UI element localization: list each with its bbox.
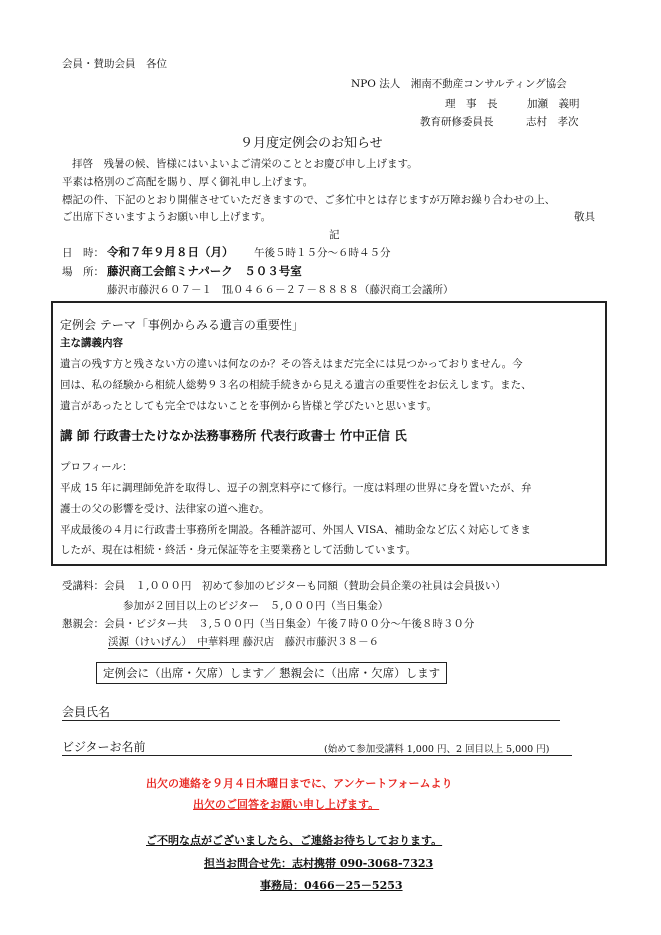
greeting-line: 拝啓 残暑の候、皆様にはいよいよご清栄のこととお慶び申し上げます。: [72, 158, 418, 170]
profile-heading: プロフィール：: [60, 461, 133, 473]
deadline-notice: 出欠の連絡を９月４日木曜日までに、アンケートフォームより: [146, 777, 453, 790]
venue-address: 藤沢市藤沢６０７－１ ℡０４６６－２７－８８８８（藤沢商工会議所）: [107, 284, 454, 296]
contact-phone: 担当お問合せ先：志村携帯 090-3068-7323: [204, 857, 434, 870]
deadline-notice: 出欠のご回答をお願い申し上げます。: [193, 798, 380, 811]
attendance-form-box[interactable]: [96, 662, 447, 684]
committee-name: 志村 孝次: [526, 116, 579, 128]
visitor-name-label: ビジターお名前: [62, 740, 146, 754]
visitor-name-field[interactable]: [62, 755, 572, 756]
lecture-line: 遺言の残す方と残さない方の違いは何なのか？その答えはまだ完全には見つかっておりません。今: [60, 358, 523, 370]
profile-line: したが、現在は相続・終活・身元保証等を主要業務として活動しています。: [60, 544, 417, 556]
lecture-line: 遺言があったとしても完全ではないことを事例から皆様と学びたいと思います。: [60, 400, 438, 412]
party-line: 懇親会：会員・ビジター共 ３,５００円（当日集金）午後７時００分～午後８時３０分: [62, 618, 475, 630]
office-phone: 事務局：0466－25－5253: [260, 879, 403, 892]
venue: 藤沢商工会館ミナパーク ５０３号室: [107, 264, 302, 278]
profile-line: 平成 15 年に調理師免許を取得し、逗子の割烹料亭にて修行。一度は料理の世界に身を置いたが、弁: [60, 482, 532, 494]
chair-title: 理 事 長: [445, 98, 498, 110]
lecture-line: 回は、私の経験から相続人総勢９３名の相続手続きから見える遺言の重要性をお伝えします。また、: [60, 379, 532, 391]
theme-title: 定例会 テーマ「事例からみる遺言の重要性」: [60, 318, 304, 332]
visitor-fee-note: (始めて参加受講料 1,000 円、2 回目以上 5,000 円): [324, 744, 550, 755]
event-date: 令和７年９月８日（月）: [107, 245, 234, 259]
fee-line: 参加が２回目以上のビジター ５,０００円（当日集金）: [123, 600, 389, 612]
closing-keigu: 敬具: [574, 211, 595, 223]
party-venue: 渓源（けいげん） 中華料理 藤沢店 藤沢市藤沢３８－６: [108, 636, 380, 648]
lecture-heading: 主な講義内容: [60, 337, 123, 349]
ki-marker: 記: [329, 229, 340, 241]
greeting-line: 標記の件、下記のとおり開催させていただきますので、ご多忙中とは存じますが万障お繰り合わせの上、: [62, 194, 556, 206]
datetime-label: 日 時：: [62, 247, 104, 259]
addressee: 会員・賛助会員 各位: [62, 58, 167, 70]
attendance-text: 定例会に（出席・欠席）します／ 懇親会に（出席・欠席）します: [103, 666, 441, 680]
lecturer: 講 師 行政書士たけなか法務事務所 代表行政書士 竹中正信 氏: [60, 428, 407, 443]
organization-name: NPO 法人 湘南不動産コンサルティング協会: [351, 78, 567, 90]
profile-line: 護士の父の影響を受け、法律家の道へ進む。: [60, 503, 270, 515]
member-name-label: 会員氏名: [62, 705, 111, 719]
event-time: 午後５時１５分～６時４５分: [254, 247, 391, 259]
contact-line: ご不明な点がございましたら、ご連絡お待ちしております。: [146, 834, 443, 847]
committee-title: 教育研修委員長: [420, 116, 494, 128]
chair-name: 加瀬 義明: [527, 98, 580, 110]
party-venue-underline: [108, 648, 210, 649]
place-label: 場 所：: [62, 266, 104, 278]
greeting-line: 平素は格別のご高配を賜り、厚く御礼申し上げます。: [62, 176, 314, 188]
fee-line: 受講料：会員 １,０００円 初めて参加のビジターも同額（賛助会員企業の社員は会員扱い）: [62, 580, 506, 592]
page-title: ９月度定例会のお知らせ: [240, 136, 383, 151]
profile-line: 平成最後の４月に行政書士事務所を開設。各種許認可、外国人 VISA、補助金など広く対応してきま: [60, 524, 531, 536]
member-name-field[interactable]: [62, 720, 560, 721]
greeting-line: ご出席下さいますようお願い申し上げます。: [62, 211, 272, 223]
